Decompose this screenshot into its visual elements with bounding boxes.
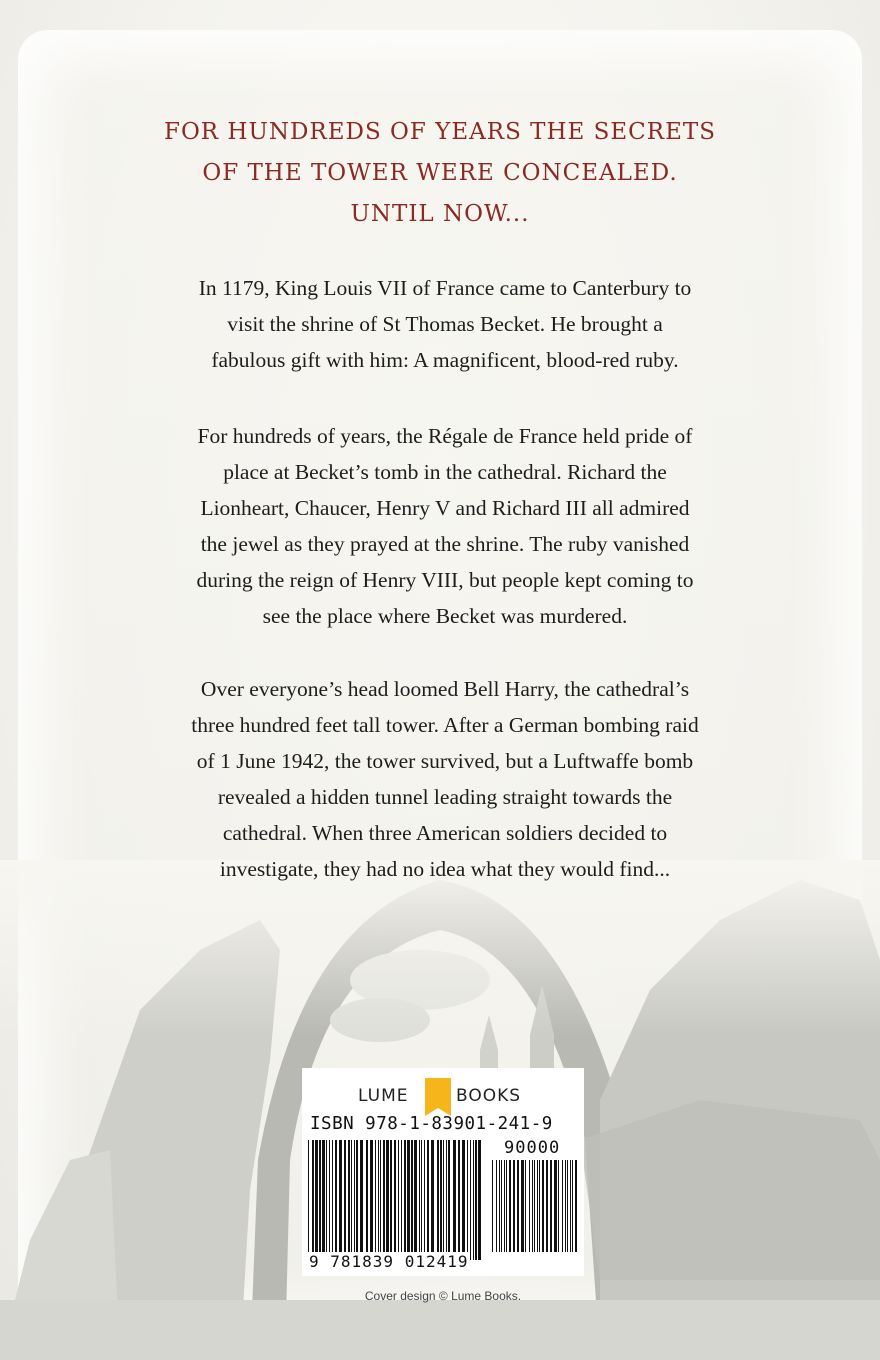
barcode-bar [366,1140,368,1260]
barcode-bar [448,1140,450,1260]
barcode-bar [529,1160,530,1252]
barcode-bar [499,1160,500,1252]
barcode-bar [470,1140,471,1260]
barcode-bar [401,1140,402,1260]
barcode-bar [513,1160,515,1252]
barcode-bar [504,1160,505,1252]
barcode-bar [437,1140,439,1260]
bookmark-flag-icon [423,1078,453,1118]
barcode-bar [506,1160,507,1252]
headline [120,112,760,235]
barcode-bar [501,1160,502,1252]
barcode-bar [537,1160,538,1252]
barcode-bar [332,1140,333,1260]
barcode-bar [419,1140,420,1260]
text-line: Over everyone’s head loomed Bell Harry, the cathedral’s [200,677,690,701]
barcode-bar [386,1140,389,1260]
text-line: Lionheart, Chaucer, Henry V and Richard III all admired [200,496,690,520]
text-line: cathedral. When three American soldiers decided to [222,821,668,845]
barcode-bar [542,1160,544,1252]
price-addon-text: 90000 [504,1138,561,1158]
ean-barcode [308,1140,484,1260]
ean-digits: 9 781839 012419 [309,1252,469,1271]
barcode-bar [414,1140,417,1260]
blurb-paragraph-2 [150,418,740,634]
text-line: the jewel as they prayed at the shrine. The ruby vanished [200,532,690,556]
publisher-name-right: BOOKS [456,1086,522,1106]
barcode-bar [421,1140,422,1260]
barcode-bar [475,1140,477,1260]
barcode-bar [567,1160,568,1252]
barcode-bar [521,1160,524,1252]
barcode-bar [360,1140,363,1260]
publisher-name-left: LUME [358,1086,409,1106]
text-line: For hundreds of years, the Régale de France held pride of [197,424,693,448]
barcode-bar [539,1160,540,1252]
barcode-bar [390,1140,392,1260]
barcode-bar [356,1140,358,1260]
blurb-paragraph-1 [150,270,740,378]
barcode-bar [404,1140,406,1260]
barcode-bar [383,1140,385,1260]
barcode-bar [380,1140,381,1260]
barcode-bar [462,1140,465,1260]
barcode-bar [532,1160,533,1252]
addon-barcode [492,1160,578,1252]
barcode-bar [496,1160,497,1252]
barcode-bar [458,1140,460,1260]
text-line: fabulous gift with him: A magnificent, blood-red ruby. [211,348,679,372]
text-line: place at Becket’s tomb in the cathedral. Richard the [223,460,667,484]
barcode-bar [575,1160,577,1252]
publisher-logo [302,1076,584,1112]
barcode-bar [308,1140,309,1260]
barcode-bar [443,1140,444,1260]
barcode-bar [562,1160,563,1252]
barcode-bar [554,1160,557,1252]
text-line: revealed a hidden tunnel leading straight towards the [217,785,673,809]
barcode-bar [525,1160,526,1252]
barcode-bar [315,1140,318,1260]
text-line: during the reign of Henry VIII, but people kept coming to [196,568,694,592]
barcode-bar [351,1140,352,1260]
isbn-text: ISBN 978-1-83901-241-9 [310,1114,553,1134]
text-line: see the place where Becket was murdered. [262,604,628,628]
barcode-bar [326,1140,327,1260]
barcode-panel [302,1068,584,1276]
barcode-bar [546,1160,548,1252]
barcode-bar [329,1140,330,1260]
headline-line: FOR HUNDREDS OF YEARS THE SECRETS [163,119,716,145]
barcode-bar [558,1160,559,1252]
barcode-bar [348,1140,350,1260]
barcode-bar [473,1140,474,1260]
headline-line: OF THE TOWER WERE CONCEALED. [202,160,678,186]
barcode-bar [431,1140,434,1260]
barcode-bar [570,1160,571,1252]
barcode-bar [509,1160,511,1252]
barcode-bar [322,1140,325,1260]
barcode-bar [453,1140,456,1260]
cover-credit: Cover design © Lume Books. [364,1289,522,1303]
barcode-bar [378,1140,379,1260]
blurb-paragraph-3 [150,671,740,887]
headline-line: UNTIL NOW... [350,201,530,227]
text-line: investigate, they had no idea what they would find... [219,857,671,881]
text-line: visit the shrine of St Thomas Becket. He brought a [227,312,663,336]
barcode-bar [339,1140,342,1260]
barcode-bar [394,1140,396,1260]
text-line: In 1179, King Louis VII of France came to Canterbury to [198,276,692,300]
barcode-bar [344,1140,346,1260]
text-line: of 1 June 1942, the tower survived, but a Luftwaffe bomb [196,749,694,773]
barcode-bar [467,1140,468,1260]
barcode-bar [424,1140,425,1260]
barcode-bar [534,1160,535,1252]
barcode-bar [398,1140,399,1260]
barcode-bar [354,1140,355,1260]
barcode-bar [335,1140,337,1260]
barcode-bar [550,1160,552,1252]
barcode-bar [478,1140,481,1260]
barcode-bar [319,1140,321,1260]
barcode-bar [446,1140,447,1260]
barcode-bar [492,1160,493,1252]
barcode-bar [517,1160,519,1252]
barcode-bar [440,1140,442,1260]
barcode-bar [411,1140,413,1260]
barcode-bar [370,1140,373,1260]
barcode-bar [565,1160,566,1252]
barcode-bar [427,1140,429,1260]
barcode-bar [312,1140,314,1260]
barcode-bar [375,1140,376,1260]
text-line: three hundred feet tall tower. After a German bombing raid [191,713,699,737]
barcode-bar [572,1160,573,1252]
barcode-bar [407,1140,410,1260]
